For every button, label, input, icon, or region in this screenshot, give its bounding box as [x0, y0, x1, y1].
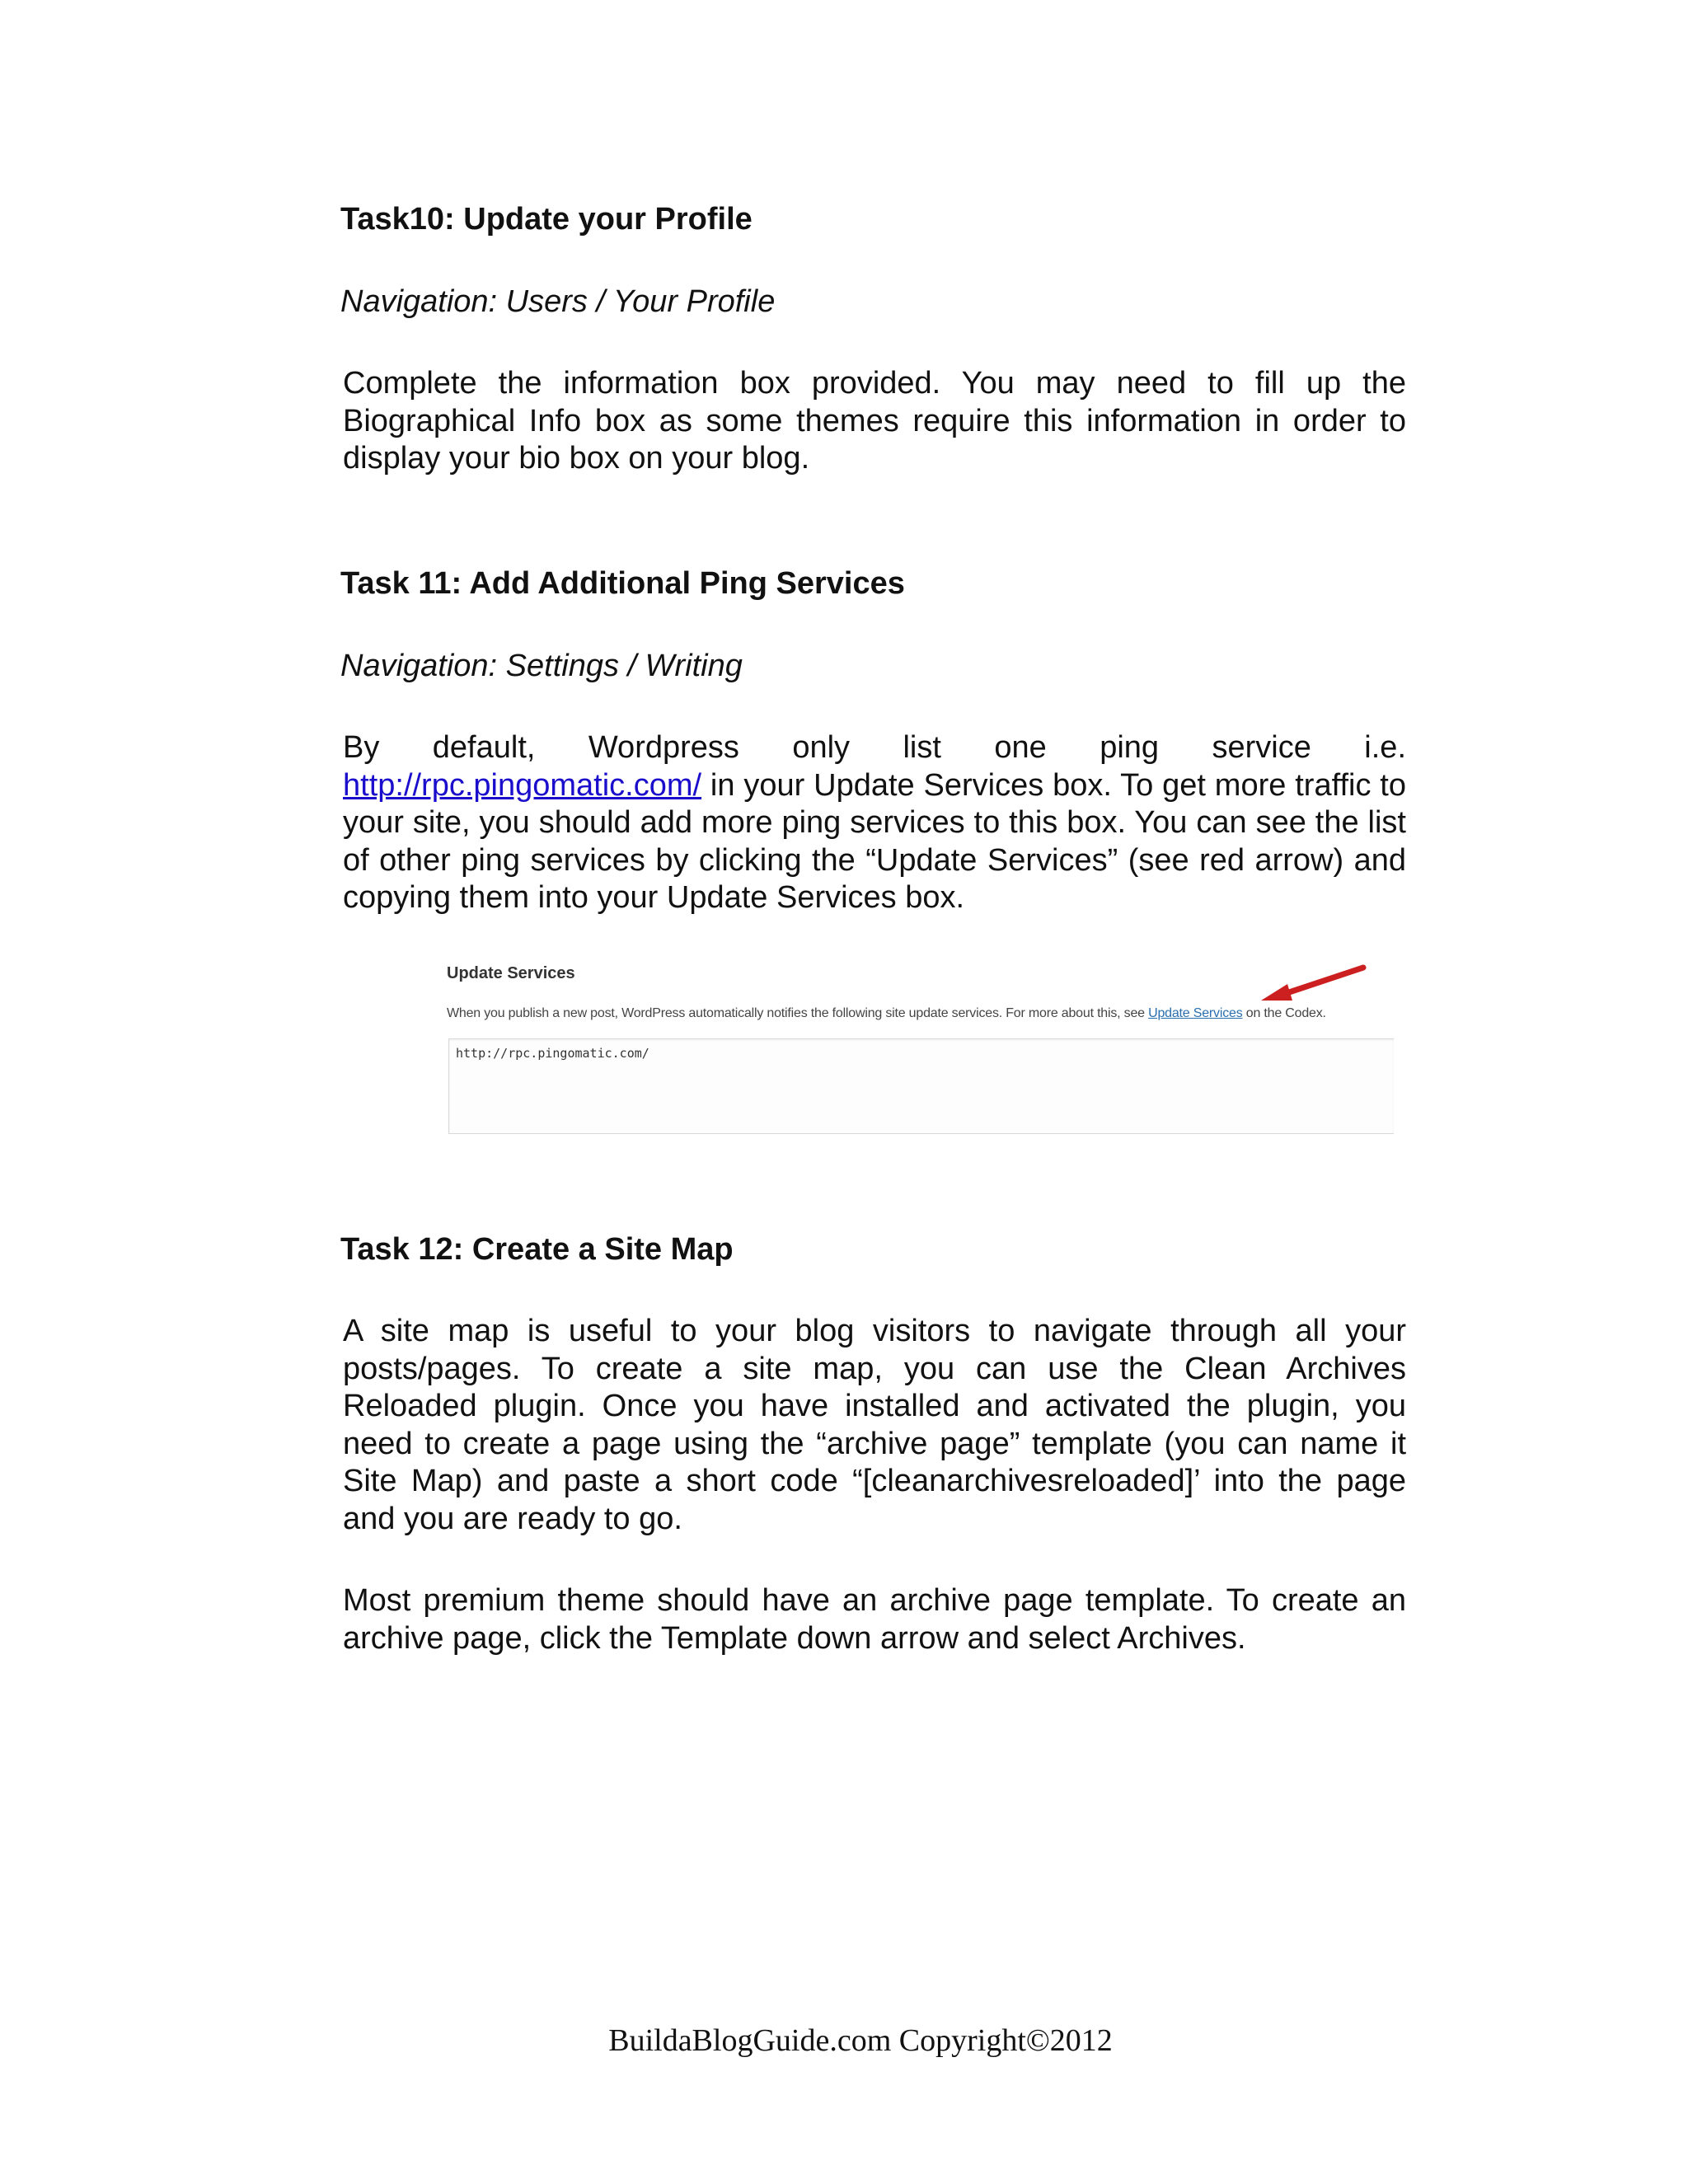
update-services-desc-suffix: on the Codex.: [1242, 1006, 1326, 1020]
task11-heading: Task 11: Add Additional Ping Services: [340, 566, 905, 601]
update-services-textarea-value: http://rpc.pingomatic.com/: [456, 1046, 649, 1061]
task12-heading: Task 12: Create a Site Map: [340, 1232, 734, 1267]
update-services-textarea[interactable]: [448, 1038, 1394, 1134]
task10-navigation: Navigation: Users / Your Profile: [340, 284, 776, 319]
task10-heading: Task10: Update your Profile: [340, 202, 753, 237]
task11-navigation: Navigation: Settings / Writing: [340, 649, 743, 683]
update-services-codex-link[interactable]: Update Services: [1148, 1006, 1243, 1020]
pingomatic-link[interactable]: http://rpc.pingomatic.com/: [343, 767, 702, 803]
task12-body-2: Most premium theme should have an archive page template. To create an archive page, click the Template down arrow and select Archives.: [343, 1583, 1406, 1656]
task11-body: [343, 729, 1406, 917]
red-arrow-icon: [1256, 963, 1372, 1004]
task11-body-part2: in your Update Services box. To get more traffic to your site, you should add more ping services to this box. You can see the list of other ping services by clicking the “Update Services” (see red arrow) and copying them into your Update Services box.: [343, 767, 1406, 915]
task10-body: Complete the information box provided. You may need to fill up the Biographical Info box as some themes require this information in order to display your bio box on your blog.: [343, 366, 1406, 476]
footer-copyright: BuildaBlogGuide.com Copyright©2012: [608, 2023, 1113, 2058]
update-services-screenshot: [447, 963, 1395, 1137]
update-services-description: [447, 1006, 1326, 1021]
update-services-title: Update Services: [447, 964, 575, 982]
task12-body-1: A site map is useful to your blog visitors to navigate through all your posts/pages. To create a site map, you can use the Clean Archives Reloaded plugin. Once you have installed and activated the plugin, you need to create a page using the “archive page” template (you can name it Site Map) and paste a short code “[cleanarchivesreloaded]’ into the page and you are ready to go.: [343, 1314, 1406, 1536]
update-services-desc-text: When you publish a new post, WordPress automatically notifies the following site update services. For more about this, see: [447, 1006, 1149, 1020]
task11-body-part1: By default, Wordpress only list one ping service i.e.: [343, 730, 1406, 765]
